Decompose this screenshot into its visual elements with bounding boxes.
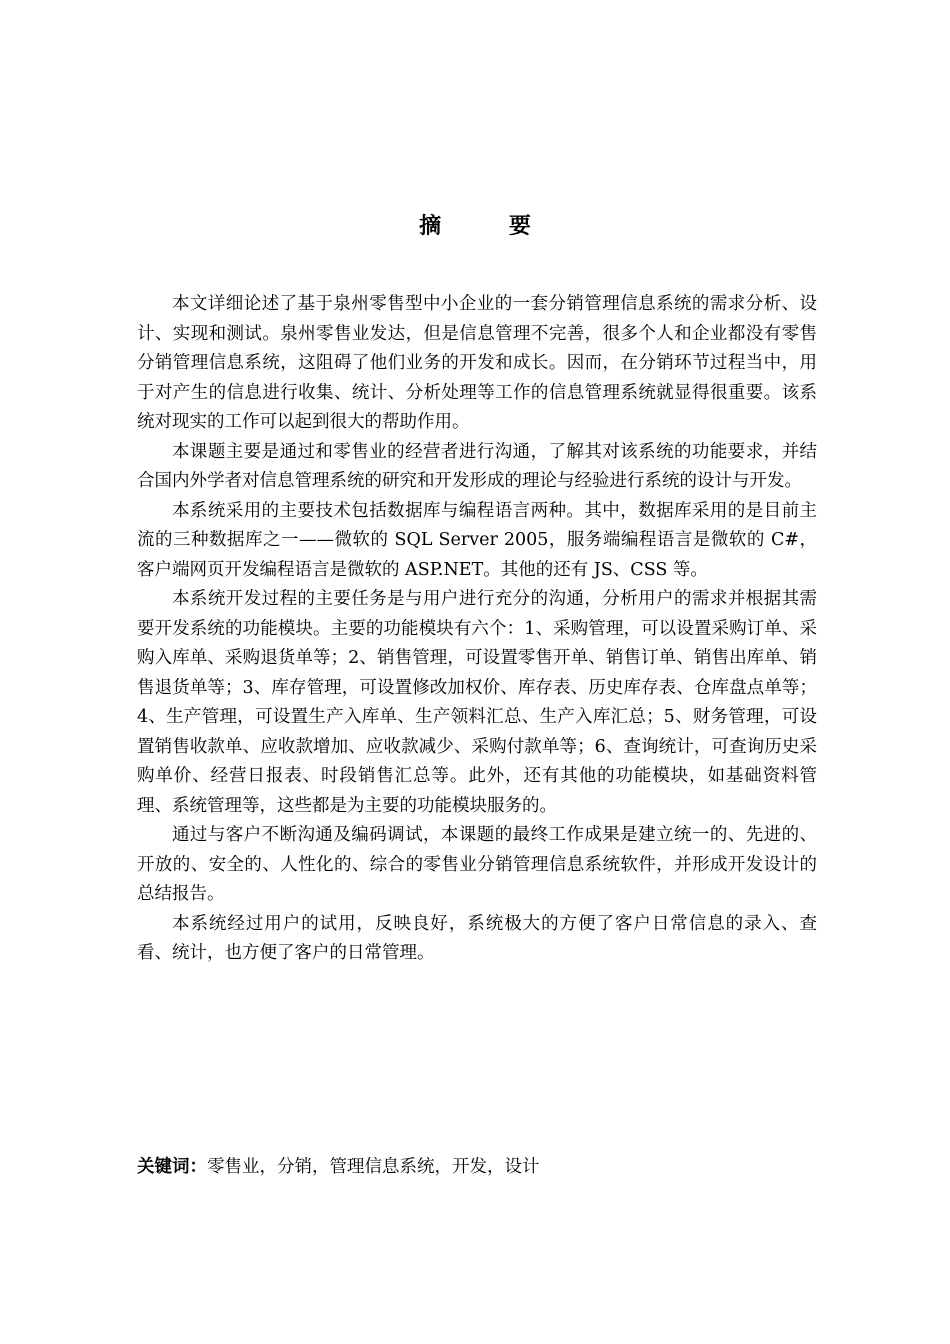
keywords-label: 关键词： [137, 1157, 207, 1177]
abstract-paragraph-4: 本系统开发过程的主要任务是与用户进行充分的沟通，分析用户的需求并根据其需要开发系统的功能模块。主要的功能模块有六个：1、采购管理，可以设置采购订单、采购入库单、采购退货单等；2、销售管理，可设置零售开单、销售订单、销售出库单、销售退货单等；3、库存管理，可设置修改加权价、库存表、历史库存表、仓库盘点单等；4、生产管理，可设置生产入库单、生产领料汇总、生产入库汇总；5、财务管理，可设置销售收款单、应收款增加、应收款减少、采购付款单等；6、查询统计，可查询历史采购单价、经营日报表、时段销售汇总等。此外，还有其他的功能模块，如基础资料管理、系统管理等，这些都是为主要的功能模块服务的。 [137, 589, 817, 816]
abstract-title: 摘 要 [419, 214, 561, 239]
abstract-body [137, 290, 817, 969]
keywords-line [137, 1153, 817, 1183]
abstract-paragraph-3: 本系统采用的主要技术包括数据库与编程语言两种。其中，数据库采用的是目前主流的三种数据库之一——微软的 SQL Server 2005，服务端编程语言是微软的 C#，客户端网页开发编程语言是微软的 ASP.NET。其他的还有 JS、CSS 等。 [137, 500, 817, 580]
abstract-paragraph-1: 本文详细论述了基于泉州零售型中小企业的一套分销管理信息系统的需求分析、设计、实现和测试。泉州零售业发达，但是信息管理不完善，很多个人和企业都没有零售分销管理信息系统，这阻碍了他们业务的开发和成长。因而，在分销环节过程当中，用于对产生的信息进行收集、统计、分析处理等工作的信息管理系统就显得很重要。该系统对现实的工作可以起到很大的帮助作用。 [137, 294, 817, 432]
keywords-text: 零售业，分销，管理信息系统，开发，设计 [207, 1157, 540, 1177]
abstract-paragraph-5: 通过与客户不断沟通及编码调试，本课题的最终工作成果是建立统一的、先进的、开放的、安全的、人性化的、综合的零售业分销管理信息系统软件，并形成开发设计的总结报告。 [137, 825, 817, 904]
abstract-paragraph-6: 本系统经过用户的试用，反映良好，系统极大的方便了客户日常信息的录入、查看、统计，也方便了客户的日常管理。 [137, 913, 817, 963]
abstract-paragraph-2: 本课题主要是通过和零售业的经营者进行沟通，了解其对该系统的功能要求，并结合国内外学者对信息管理系统的研究和开发形成的理论与经验进行系统的设计与开发。 [137, 441, 817, 491]
